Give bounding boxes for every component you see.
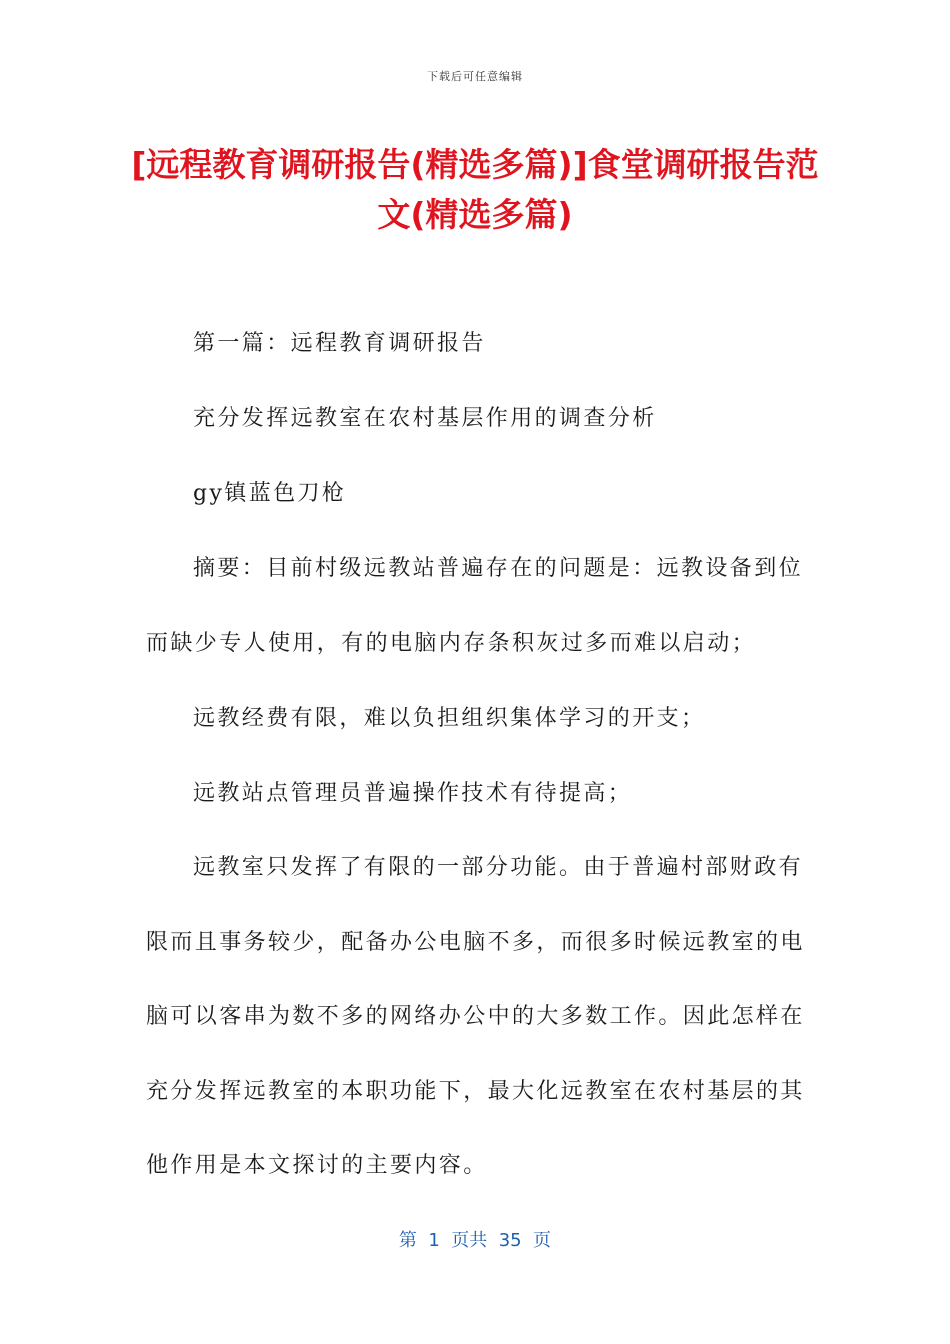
- document-title: [远程教育调研报告(精选多篇)]食堂调研报告范文(精选多篇): [131, 145, 819, 234]
- paragraph-line: 限而且事务较少，配备办公电脑不多，而很多时候远教室的电: [146, 930, 805, 955]
- paragraph-line: 而缺少专人使用，有的电脑内存条积灰过多而难以启动；: [146, 631, 757, 656]
- paragraph-line: 远教站点管理员普遍操作技术有待提高；: [193, 781, 633, 806]
- page-footer: 第 1 页共 35 页: [398, 1230, 552, 1251]
- paragraph-line: 摘要：目前村级远教站普遍存在的问题是：远教设备到位: [193, 556, 804, 581]
- paragraph-line: 充分发挥远教室的本职功能下，最大化远教室在农村基层的其: [146, 1079, 805, 1104]
- paragraph-line: 远教室只发挥了有限的一部分功能。由于普遍村部财政有: [193, 855, 804, 880]
- header-note: 下载后可任意编辑: [427, 70, 523, 83]
- author-line: gy镇蓝色刀枪: [193, 481, 347, 506]
- paragraph-line: 脑可以客串为数不多的网络办公中的大多数工作。因此怎样在: [146, 1004, 805, 1029]
- article-title: 充分发挥远教室在农村基层作用的调查分析: [193, 406, 657, 431]
- paragraph-line: 他作用是本文探讨的主要内容。: [146, 1153, 488, 1178]
- paragraph-line: 远教经费有限，难以负担组织集体学习的开支；: [193, 706, 706, 731]
- section-heading: 第一篇：远程教育调研报告: [193, 331, 486, 356]
